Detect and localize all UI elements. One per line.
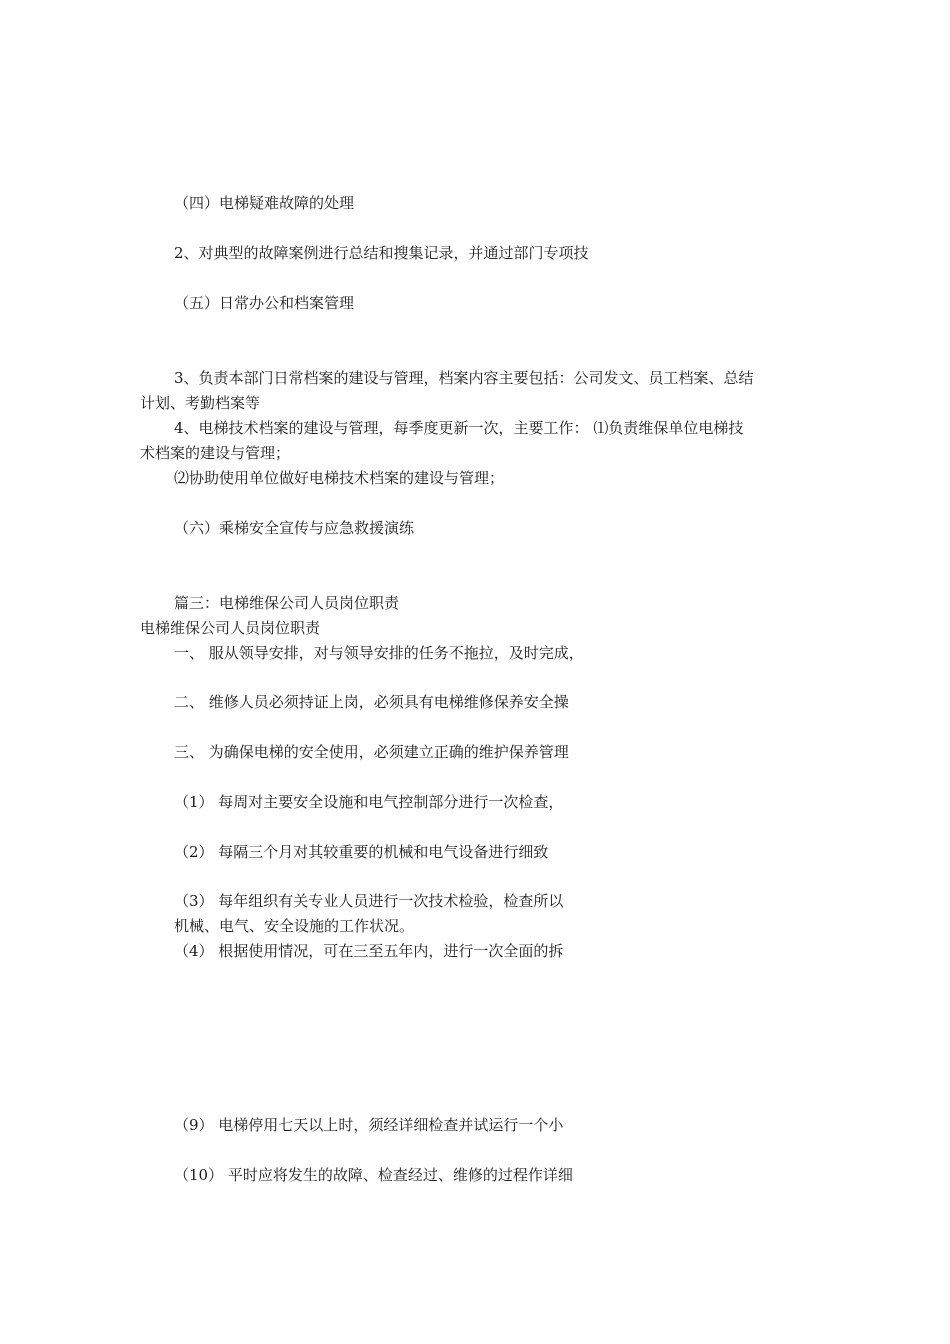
list-item: （3） 每年组织有关专业人员进行一次技术检验，检查所以 bbox=[174, 892, 564, 910]
list-item: 三、 为确保电梯的安全使用，必须建立正确的维护保养管理 bbox=[174, 743, 569, 761]
list-item: 一、 服从领导安排，对与领导安排的任务不拖拉，及时完成， bbox=[174, 644, 584, 662]
section-heading-5: （五）日常办公和档案管理 bbox=[174, 294, 355, 312]
paragraph-line: ⑵协助使用单位做好电梯技术档案的建设与管理； bbox=[174, 469, 505, 487]
list-item: （2） 每隔三个月对其较重要的机械和电气设备进行细致 bbox=[174, 843, 549, 861]
document-title: 电梯维保公司人员岗位职责 bbox=[140, 619, 321, 637]
article-title: 篇三：电梯维保公司人员岗位职责 bbox=[174, 594, 400, 612]
paragraph-line: 2、对典型的故障案例进行总结和搜集记录，并通过部门专项技 bbox=[174, 244, 589, 262]
paragraph-line: 3、负责本部门日常档案的建设与管理，档案内容主要包括：公司发文、员工档案、总结 bbox=[174, 369, 754, 387]
section-heading-6: （六）乘梯安全宣传与应急救援演练 bbox=[174, 519, 415, 537]
list-item: （9） 电梯停用七天以上时，须经详细检查并试运行一个小 bbox=[174, 1116, 564, 1134]
list-item: 二、 维修人员必须持证上岗，必须具有电梯维修保养安全操 bbox=[174, 693, 569, 711]
list-item: （10） 平时应将发生的故障、检查经过、维修的过程作详细 bbox=[174, 1166, 573, 1184]
paragraph-line: 4、电梯技术档案的建设与管理，每季度更新一次，主要工作： ⑴负责维保单位电梯技 bbox=[174, 419, 744, 437]
paragraph-line: 计划、考勤档案等 bbox=[140, 394, 261, 412]
list-item: （4） 根据使用情况，可在三至五年内，进行一次全面的拆 bbox=[174, 942, 564, 960]
section-heading-4: （四）电梯疑难故障的处理 bbox=[174, 194, 355, 212]
paragraph-line: 术档案的建设与管理； bbox=[140, 444, 291, 462]
list-item-continuation: 机械、电气、安全设施的工作状况。 bbox=[174, 917, 415, 935]
list-item: （1） 每周对主要安全设施和电气控制部分进行一次检查， bbox=[174, 793, 564, 811]
